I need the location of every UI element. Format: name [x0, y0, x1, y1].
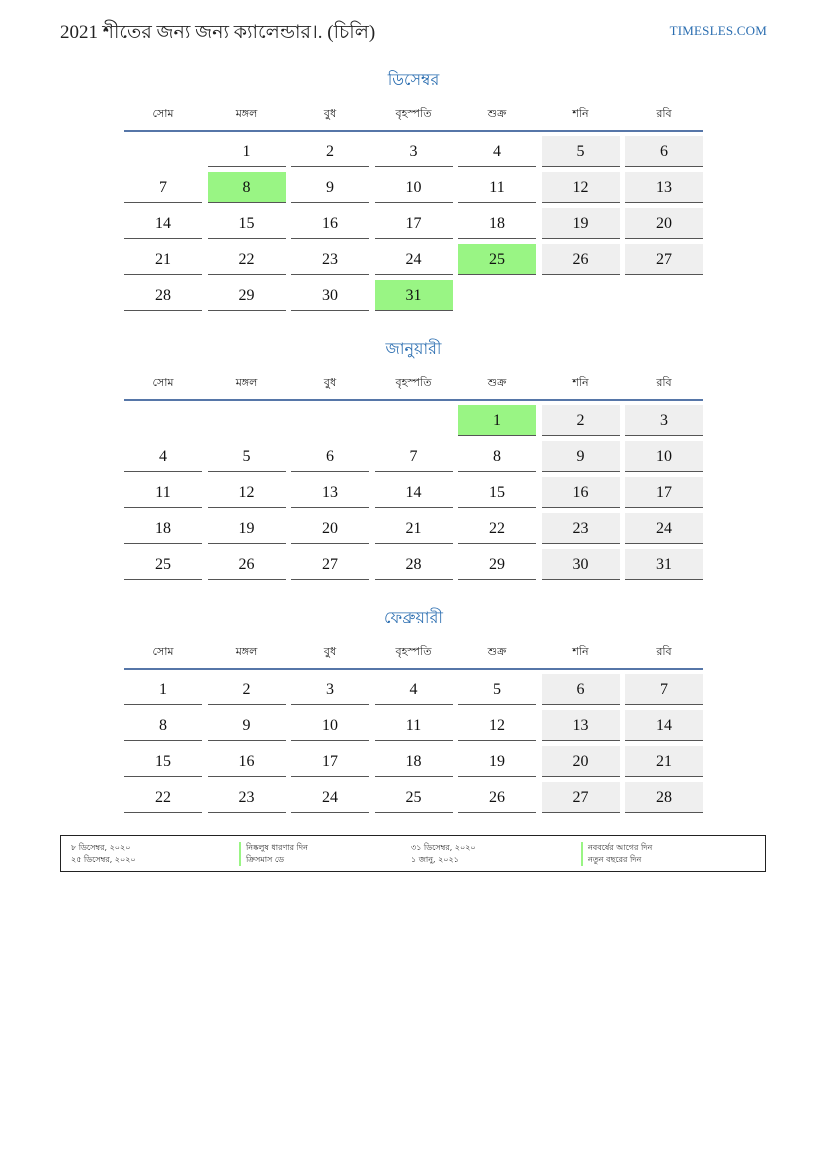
week-row	[124, 710, 703, 741]
day-cell: 17	[291, 746, 369, 777]
day-cell: 11	[458, 172, 536, 203]
weekday-header-row	[124, 640, 703, 664]
day-cell: 3	[291, 674, 369, 705]
day-cell: 1	[208, 136, 286, 167]
day-cell: 12	[208, 477, 286, 508]
legend-date: ১ জানু, ২০২১	[411, 855, 459, 864]
day-cell: 31	[625, 549, 703, 580]
day-cell: 24	[291, 782, 369, 813]
day-cell: 29	[458, 549, 536, 580]
day-cell: 25	[124, 549, 202, 580]
legend-holiday-name: নিষ্কলুষ ধারণার দিন	[239, 842, 308, 854]
day-cell: 19	[458, 746, 536, 777]
day-cell: 26	[542, 244, 620, 275]
day-cell: 24	[625, 513, 703, 544]
weekday-label: মঙ্গল	[235, 107, 258, 120]
day-cell: 9	[542, 441, 620, 472]
day-cell: 12	[542, 172, 620, 203]
header-divider	[124, 668, 703, 670]
day-cell: 7	[625, 674, 703, 705]
legend-holiday-name: নববর্ষের আগের দিন	[581, 842, 652, 854]
day-cell: 5	[542, 136, 620, 167]
weekday-header-row	[124, 371, 703, 395]
day-cell: 7	[124, 172, 202, 203]
day-cell: 15	[124, 746, 202, 777]
day-cell: 21	[124, 244, 202, 275]
day-cell: 21	[375, 513, 453, 544]
day-cell: 9	[291, 172, 369, 203]
day-cell: 14	[625, 710, 703, 741]
week-row	[124, 477, 703, 508]
weekday-label: বৃহস্পতি	[395, 645, 432, 658]
day-cell: 19	[542, 208, 620, 239]
day-cell: 2	[291, 136, 369, 167]
day-cell: 7	[375, 441, 453, 472]
weekday-label: বৃহস্পতি	[395, 107, 432, 120]
day-cell: 21	[625, 746, 703, 777]
day-cell: 20	[542, 746, 620, 777]
day-cell: 16	[542, 477, 620, 508]
day-cell: 4	[124, 441, 202, 472]
month-title: ফেব্রুয়ারী	[384, 608, 443, 627]
month-title: ডিসেম্বর	[387, 70, 440, 89]
day-cell: 14	[124, 208, 202, 239]
weekday-label: শুক্র	[487, 107, 507, 120]
empty-day-cell	[458, 280, 536, 311]
holiday-day-cell: 31	[375, 280, 453, 311]
day-cell: 15	[458, 477, 536, 508]
day-cell: 27	[542, 782, 620, 813]
weekday-label: মঙ্গল	[235, 376, 258, 389]
month-calendar	[124, 606, 703, 818]
month-calendar	[124, 68, 703, 316]
month-title: জানুয়ারী	[385, 339, 442, 358]
week-row	[124, 441, 703, 472]
day-cell: 27	[291, 549, 369, 580]
holiday-day-cell: 1	[458, 405, 536, 436]
legend-date: ২৫ ডিসেম্বর, ২০২০	[71, 855, 136, 864]
empty-day-cell	[124, 136, 202, 167]
weekday-label: রবি	[656, 107, 672, 120]
week-row	[124, 513, 703, 544]
day-cell: 26	[208, 549, 286, 580]
week-row	[124, 136, 703, 167]
day-cell: 26	[458, 782, 536, 813]
weekday-header-row	[124, 102, 703, 126]
legend-holiday-name: নতুন বছরের দিন	[581, 854, 652, 866]
day-cell: 17	[375, 208, 453, 239]
day-cell: 14	[375, 477, 453, 508]
legend-date: ৮ ডিসেম্বর, ২০২০	[71, 843, 131, 852]
day-cell: 13	[625, 172, 703, 203]
day-cell: 15	[208, 208, 286, 239]
weekday-label: শনি	[572, 107, 589, 120]
week-row	[124, 244, 703, 275]
day-cell: 2	[208, 674, 286, 705]
day-cell: 20	[625, 208, 703, 239]
holiday-legend	[60, 835, 766, 872]
day-cell: 23	[542, 513, 620, 544]
weekday-label: শনি	[572, 645, 589, 658]
day-cell: 17	[625, 477, 703, 508]
site-link[interactable]: TIMESLES.COM	[669, 23, 767, 38]
weekday-label: শুক্র	[487, 645, 507, 658]
day-cell: 16	[208, 746, 286, 777]
day-cell: 3	[375, 136, 453, 167]
weekday-label: সোম	[152, 645, 174, 658]
day-cell: 4	[458, 136, 536, 167]
empty-day-cell	[208, 405, 286, 436]
day-cell: 18	[124, 513, 202, 544]
day-cell: 10	[375, 172, 453, 203]
weekday-label: রবি	[656, 645, 672, 658]
day-cell: 13	[291, 477, 369, 508]
page-title: 2021 শীতের জন্য জন্য ক্যালেন্ডার।. (চিলি)	[60, 22, 376, 43]
weekday-label: শনি	[572, 376, 589, 389]
week-row	[124, 782, 703, 813]
weekday-label: মঙ্গল	[235, 645, 258, 658]
header-divider	[124, 399, 703, 401]
day-cell: 18	[375, 746, 453, 777]
day-cell: 10	[291, 710, 369, 741]
day-cell: 29	[208, 280, 286, 311]
day-cell: 25	[375, 782, 453, 813]
day-cell: 13	[542, 710, 620, 741]
day-cell: 22	[458, 513, 536, 544]
holiday-day-cell: 8	[208, 172, 286, 203]
day-cell: 10	[625, 441, 703, 472]
day-cell: 5	[458, 674, 536, 705]
day-cell: 22	[208, 244, 286, 275]
empty-day-cell	[124, 405, 202, 436]
day-cell: 4	[375, 674, 453, 705]
week-row	[124, 405, 703, 436]
legend-names-left	[239, 842, 308, 866]
day-cell: 11	[375, 710, 453, 741]
day-cell: 24	[375, 244, 453, 275]
day-cell: 6	[625, 136, 703, 167]
month-calendar	[124, 337, 703, 585]
day-cell: 8	[458, 441, 536, 472]
holiday-day-cell: 25	[458, 244, 536, 275]
weekday-label: বুধ	[323, 645, 337, 658]
weekday-label: সোম	[152, 376, 174, 389]
day-cell: 28	[625, 782, 703, 813]
day-cell: 28	[124, 280, 202, 311]
day-cell: 19	[208, 513, 286, 544]
day-cell: 16	[291, 208, 369, 239]
header-divider	[124, 130, 703, 132]
day-cell: 8	[124, 710, 202, 741]
legend-date: ৩১ ডিসেম্বর, ২০২০	[411, 843, 476, 852]
week-row	[124, 172, 703, 203]
day-cell: 27	[625, 244, 703, 275]
weekday-label: শুক্র	[487, 376, 507, 389]
empty-day-cell	[625, 280, 703, 311]
weekday-label: বৃহস্পতি	[395, 376, 432, 389]
legend-names-right	[581, 842, 652, 866]
weekday-label: রবি	[656, 376, 672, 389]
day-cell: 3	[625, 405, 703, 436]
day-cell: 22	[124, 782, 202, 813]
day-cell: 30	[542, 549, 620, 580]
weekday-label: বুধ	[323, 107, 337, 120]
day-cell: 23	[291, 244, 369, 275]
week-row	[124, 746, 703, 777]
day-cell: 23	[208, 782, 286, 813]
day-cell: 11	[124, 477, 202, 508]
legend-holiday-name: ক্রিসমাস ডে	[239, 854, 308, 866]
day-cell: 2	[542, 405, 620, 436]
day-cell: 5	[208, 441, 286, 472]
day-cell: 6	[542, 674, 620, 705]
day-cell: 6	[291, 441, 369, 472]
weekday-label: বুধ	[323, 376, 337, 389]
empty-day-cell	[291, 405, 369, 436]
week-row	[124, 280, 703, 311]
legend-dates-right	[411, 842, 476, 866]
day-cell: 12	[458, 710, 536, 741]
day-cell: 18	[458, 208, 536, 239]
week-row	[124, 549, 703, 580]
empty-day-cell	[375, 405, 453, 436]
week-row	[124, 208, 703, 239]
legend-dates-left	[71, 842, 136, 866]
day-cell: 20	[291, 513, 369, 544]
empty-day-cell	[542, 280, 620, 311]
day-cell: 28	[375, 549, 453, 580]
week-row	[124, 674, 703, 705]
weekday-label: সোম	[152, 107, 174, 120]
day-cell: 9	[208, 710, 286, 741]
day-cell: 1	[124, 674, 202, 705]
day-cell: 30	[291, 280, 369, 311]
